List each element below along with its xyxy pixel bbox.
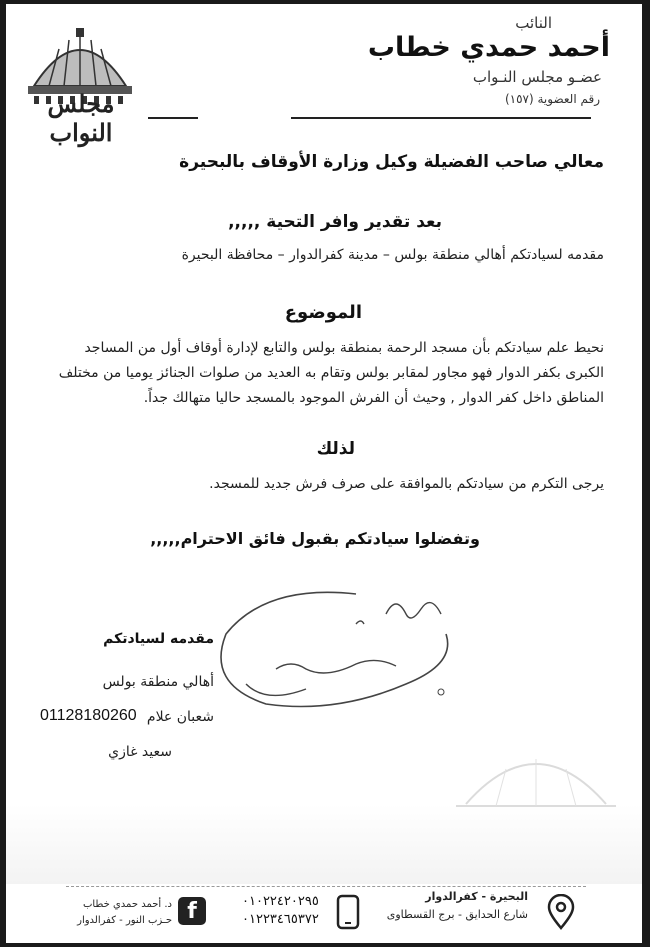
request-text: يرجى التكرم من سيادتكم بالموافقة على صرف فرش جديد للمسجد.: [209, 476, 604, 492]
header-divider-left: [148, 117, 198, 119]
signatory-saeed: سعيد غازي: [108, 744, 172, 760]
footer-facebook-name: د. أحمد حمدي خطاب: [82, 899, 172, 910]
mp-role: عضـو مجلس النـواب: [472, 68, 602, 86]
addressee: معالي صاحب الفضيلة وكيل وزارة الأوقاف بالبحيرة: [179, 152, 604, 172]
header-title: النائب: [515, 14, 552, 32]
mp-name: أحمد حمدي خطاب: [367, 32, 610, 63]
signatory-phone: 01128180260: [40, 707, 137, 724]
footer-divider: [66, 886, 586, 887]
footer-location-street: شارع الحدايق - برج القسطاوى: [386, 908, 528, 921]
location-pin-icon: [546, 894, 576, 930]
subject-heading: الموضوع: [284, 302, 362, 323]
membership-number: رقم العضوية (١٥٧): [504, 92, 600, 106]
therefore-heading: لذلك: [316, 439, 355, 459]
faded-stamp: [446, 734, 626, 814]
signatory-residents: أهالي منطقة بولس: [102, 674, 214, 690]
logo-text: مجلس النواب: [47, 89, 115, 147]
letter-body: نحيط علم سيادتكم بأن مسجد الرحمة بمنطقة بولس والتابع لإدارة أوقاف أول من المساجد الكبرى بكفر الدوار فهو مجاور لمقابر بولس وتقام به العديد من صلوات الجنائز يوميا من مختلف المناطق داخل كفر الدوار , وحيث أن الفرش الموجود بالمسجد حاليا متهالك جداً.: [58, 340, 604, 406]
footer-phone-2: ٠١٢٢٣٤٦٥٣٧٢: [242, 912, 319, 927]
footer-facebook-party: حـزب النور - كفرالدوار: [77, 915, 172, 926]
signatories-title: مقدمه لسيادتكم: [103, 631, 214, 647]
handwritten-signature: [206, 574, 486, 714]
closing-line: وتفضلوا سيادتكم بقبول فائق الاحترام,,,,,: [150, 529, 480, 548]
submitted-by-line: مقدمه لسيادتكم أهالي منطقة بولس – مدينة كفرالدوار – محافظة البحيرة: [181, 247, 604, 263]
header-divider: [291, 117, 591, 119]
signatory-shaaban: شعبان علام: [146, 709, 214, 725]
footer-location-city: البحيرة - كفرالدوار: [425, 890, 528, 903]
facebook-icon: f: [178, 897, 206, 925]
greeting: بعد تقدير وافر التحية ,,,,,: [228, 212, 442, 232]
footer-phone-1: ٠١٠٢٢٤٢٠٢٩٥: [242, 894, 319, 909]
footer-shade: [6, 804, 642, 884]
letter-page: [6, 4, 642, 943]
mobile-phone-icon: [336, 894, 360, 930]
